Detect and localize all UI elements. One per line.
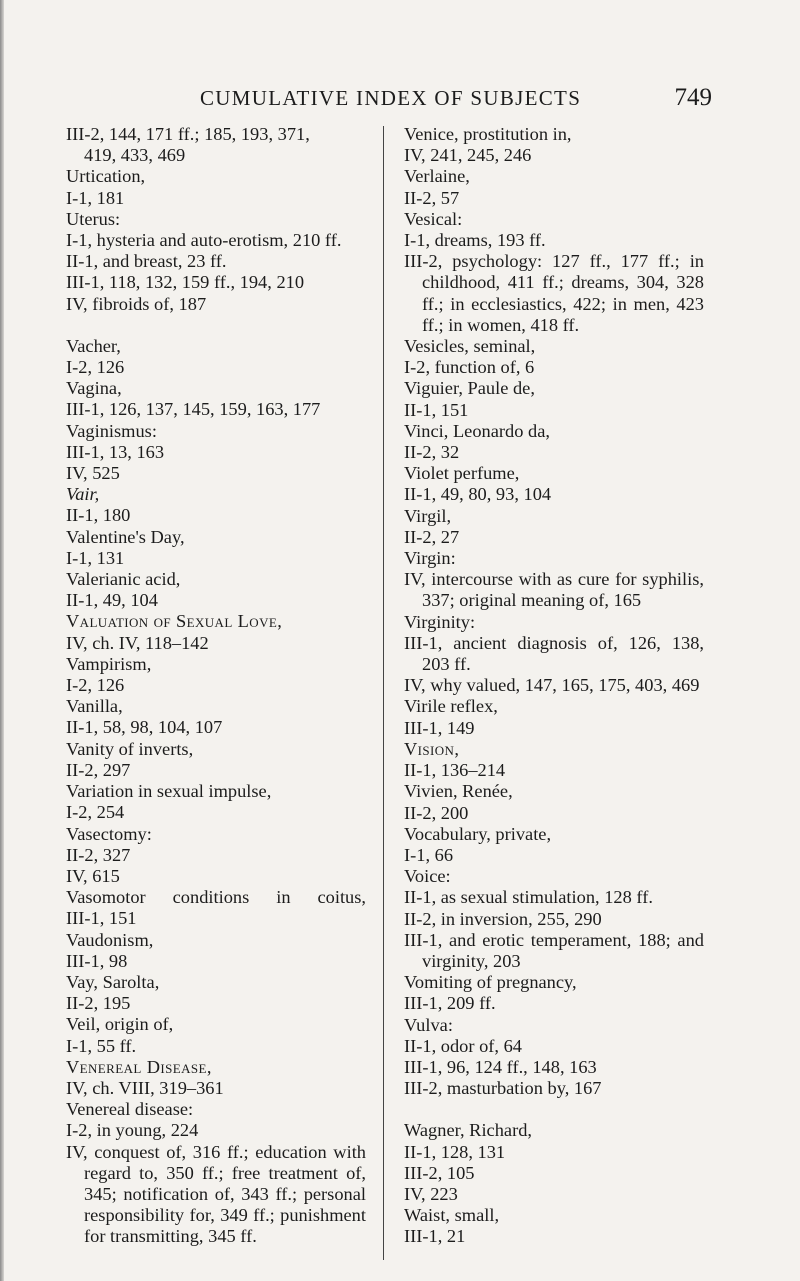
entry-subentry: II-2, 57 (404, 187, 460, 208)
entry-subentry: III-2, masturbation by, 167 (404, 1078, 602, 1099)
entry-heading: Vinci, Leonardo da, (404, 420, 550, 441)
entry-subentry: III-2, psychology: 127 ff., 177 ff.; in childhood, 411 ff.; dreams, 304, 328 ff.; in ecclesiastics, 422; in men, 423 ff.; in women, 418 ff. (404, 251, 704, 335)
entry-subentry: II-1, as sexual stimulation, 128 ff. (404, 887, 653, 908)
index-entry (404, 209, 704, 336)
entry-subentry: III-1, 209 ff. (404, 993, 496, 1014)
entry-heading: Venereal disease: (66, 1099, 194, 1120)
index-entry (66, 1099, 366, 1247)
entry-subentry: II-1, 49, 104 (66, 590, 158, 611)
entry-heading: Vampirism, (66, 653, 152, 674)
entry-subentry: II-1, 128, 131 (404, 1141, 506, 1162)
entry-subentry: IV, conquest of, 316 ff.; education with regard to, 350 ff.; free treatment of, 345; notification of, 343 ff.; personal responsibility for, 349 ff.; punishment for transmitting, 345 ff. (66, 1141, 366, 1247)
entry-subentry: III-1, 21 (404, 1226, 466, 1247)
index-entry (66, 611, 366, 653)
index-entry (66, 930, 366, 972)
entry-heading: Waist, small, (404, 1205, 500, 1226)
entry-heading: Vanilla, (66, 696, 123, 717)
entry-heading: Veil, origin of, (66, 1014, 174, 1035)
entry-heading: Vaudonism, (66, 929, 154, 950)
entry-subentry: III-1, 98 (66, 950, 128, 971)
entry-subentry: III-1, and erotic temperament, 188; and virginity, 203 (404, 929, 704, 971)
entry-heading: Uterus: (66, 208, 121, 229)
entry-heading: Vesical: (404, 208, 463, 229)
index-entry (404, 1205, 704, 1247)
entry-heading: Variation in sexual impulse, (66, 781, 272, 802)
entry-heading: Vay, Sarolta, (66, 971, 160, 992)
entry-heading: Vivien, Renée, (404, 781, 513, 802)
index-entry (404, 166, 704, 208)
page-spine-shadow (0, 0, 4, 1281)
entry-subentry: III-1, 149 (404, 717, 475, 738)
entry-subentry: IV, ch. VIII, 319–361 (66, 1077, 224, 1098)
entry-heading: Virgin: (404, 548, 456, 569)
entry-subentry: I-1, hysteria and auto-erotism, 210 ff. (66, 230, 342, 251)
entry-heading: Vocabulary, private, (404, 823, 552, 844)
entry-heading: Vagina, (66, 378, 122, 399)
entry-subentry: I-1, 181 (66, 187, 125, 208)
entry-subentry: I-2, 126 (66, 357, 125, 378)
index-entry (66, 569, 366, 611)
entry-heading: Vaginismus: (66, 420, 157, 441)
entry-subentry: II-1, and breast, 23 ff. (66, 251, 227, 272)
index-entry (66, 209, 366, 315)
entry-subentry: II-1, 58, 98, 104, 107 (66, 717, 223, 738)
entry-subentry: I-1, 66 (404, 844, 454, 865)
index-entry (404, 866, 704, 972)
index-entry (404, 548, 704, 612)
entry-subentry: II-1, 151 (404, 399, 469, 420)
index-entry (404, 506, 704, 548)
entry-heading: Virile reflex, (404, 696, 498, 717)
entry-subentry: II-2, 327 (66, 844, 131, 865)
index-entry (404, 781, 704, 823)
entry-subentry: III-1, 13, 163 (66, 441, 165, 462)
index-entry (404, 463, 704, 505)
entry-subentry: III-1, ancient diagnosis of, 126, 138, 203 ff. (404, 632, 704, 675)
index-entry (66, 124, 366, 166)
index-entry (66, 887, 366, 929)
entry-subentry: II-2, in inversion, 255, 290 (404, 908, 602, 929)
entry-subentry: III-2, 105 (404, 1162, 475, 1183)
entry-subentry: III-1, 151 (66, 908, 137, 929)
entry-subentry: IV, 615 (66, 865, 120, 886)
page-number: 749 (674, 84, 712, 111)
column-divider (383, 126, 384, 1260)
entry-subentry: IV, 241, 245, 246 (404, 145, 532, 166)
entry-subentry: I-2, 254 (66, 802, 125, 823)
entry-heading: Vair, (66, 484, 100, 505)
index-entry (66, 654, 366, 696)
index-entry (404, 421, 704, 463)
entry-heading: Verlaine, (404, 166, 470, 187)
index-entry (66, 336, 366, 378)
entry-heading: Vasectomy: (66, 823, 152, 844)
entry-heading: Wagner, Richard, (404, 1120, 532, 1141)
entry-subentry: III-1, 118, 132, 159 ff., 194, 210 (66, 272, 305, 293)
entry-heading: Vomiting of pregnancy, (404, 972, 577, 993)
entry-subentry: I-1, dreams, 193 ff. (404, 230, 546, 251)
index-entry (404, 378, 704, 420)
index-entry (404, 972, 704, 1014)
index-entry (404, 612, 704, 697)
entry-subentry: I-1, 131 (66, 547, 125, 568)
entry-subentry: IV, 223 (404, 1183, 458, 1204)
index-entry (404, 824, 704, 866)
index-column-left (66, 124, 366, 1248)
entry-heading: Valentine's Day, (66, 526, 185, 547)
index-entry (66, 824, 366, 888)
entry-heading: Vasomotor conditions in coitus, (66, 887, 366, 908)
entry-heading: Vanity of inverts, (66, 738, 194, 759)
index-entry (404, 1120, 704, 1205)
index-entry (66, 739, 366, 781)
index-entry (404, 1015, 704, 1100)
entry-subentry: I-2, in young, 224 (66, 1120, 199, 1141)
entry-subentry: III-1, 96, 124 ff., 148, 163 (404, 1056, 597, 1077)
entry-heading: Virgil, (404, 505, 452, 526)
index-entry (404, 124, 704, 166)
entry-heading: Valuation of Sexual Love, (66, 611, 283, 632)
entry-subentry: IV, fibroids of, 187 (66, 293, 207, 314)
entry-subentry: IV, ch. IV, 118–142 (66, 632, 209, 653)
entry-subentry: II-1, odor of, 64 (404, 1035, 522, 1056)
index-entry (66, 484, 366, 526)
entry-subentry: II-2, 195 (66, 993, 131, 1014)
entry-heading: Urtication, (66, 166, 146, 187)
entry-subentry: II-1, 49, 80, 93, 104 (404, 484, 552, 505)
entry-heading: Vulva: (404, 1014, 453, 1035)
entry-subentry: II-2, 32 (404, 442, 460, 463)
entry-heading: Vacher, (66, 335, 121, 356)
entry-subentry: I-2, function of, 6 (404, 357, 535, 378)
entry-heading: Virginity: (404, 611, 476, 632)
entry-heading: Venereal Disease, (66, 1056, 212, 1077)
index-entry (66, 421, 366, 485)
index-column-right (404, 124, 704, 1248)
entry-heading: Violet perfume, (404, 463, 520, 484)
entry-continuation: III-2, 144, 171 ff.; 185, 193, 371, (66, 124, 310, 144)
entry-subentry: II-2, 297 (66, 759, 131, 780)
index-entry (66, 972, 366, 1014)
entry-subentry: II-1, 136–214 (404, 760, 506, 781)
entry-subentry: II-2, 200 (404, 802, 469, 823)
index-entry (66, 696, 366, 738)
index-entry (66, 1014, 366, 1056)
entry-heading: Vesicles, seminal, (404, 336, 536, 357)
entry-subentry: IV, 525 (66, 463, 120, 484)
index-entry (404, 336, 704, 378)
index-entry (404, 696, 704, 738)
index-entry (66, 781, 366, 823)
index-entry (404, 739, 704, 781)
index-entry (66, 378, 366, 420)
entry-continuation-line: 419, 433, 469 (84, 145, 186, 166)
index-entry (66, 166, 366, 208)
entry-subentry: II-2, 27 (404, 526, 460, 547)
entry-heading: Valerianic acid, (66, 569, 181, 590)
entry-heading: Viguier, Paule de, (404, 378, 535, 399)
entry-subentry: III-1, 126, 137, 145, 159, 163, 177 (66, 399, 321, 420)
entry-heading: Voice: (404, 866, 451, 887)
entry-subentry: IV, why valued, 147, 165, 175, 403, 469 (404, 675, 700, 696)
entry-heading: Venice, prostitution in, (404, 124, 572, 144)
entry-subentry: I-2, 126 (66, 675, 125, 696)
index-entry (66, 1057, 366, 1099)
index-entry (66, 527, 366, 569)
header-title: CUMULATIVE INDEX OF SUBJECTS (200, 86, 582, 110)
entry-heading: Vision, (404, 738, 460, 759)
entry-subentry: II-1, 180 (66, 505, 131, 526)
entry-subentry: I-1, 55 ff. (66, 1035, 137, 1056)
entry-subentry: IV, intercourse with as cure for syphilis, 337; original meaning of, 165 (404, 569, 704, 611)
